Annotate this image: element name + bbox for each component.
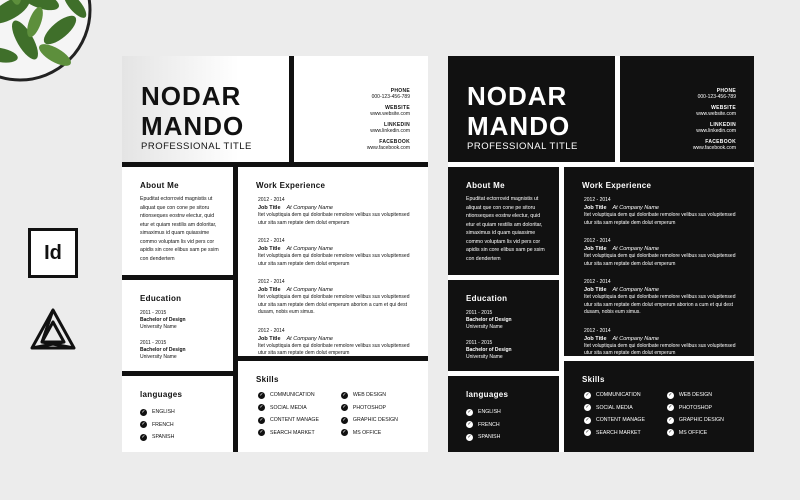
contact-value: 000-123-456-789 xyxy=(371,94,410,100)
job-item: 2012 - 2014 Job Title At Company Name Itet voluptiquia dem qui doloribate remolore velibus sus volupitensed utur sita sam reptate dem dolut emperum xyxy=(584,238,736,267)
about-title: About Me xyxy=(466,181,505,190)
edu-school: University Name xyxy=(140,354,177,360)
check-icon: ✓ xyxy=(467,421,472,428)
contact-value: 000-123-456-789 xyxy=(697,94,736,100)
first-name: NODAR xyxy=(467,81,568,111)
about-text: Epuditat ectorrovid magnistis ut aliquat que con cone pe sitoru ntionseques eostrw electur, quid etur et quiam restilis am doloritar, simaximus id quam quiassime commo voluptam lis vid pers cor apidis sin core elibus sam pe ssim con dendertem xyxy=(140,196,219,262)
language-item: ✓ SPANISH xyxy=(467,433,501,441)
skills-panel xyxy=(238,361,428,452)
about-title: About Me xyxy=(140,181,179,190)
job-item: 2012 - 2014 Job Title At Company Name Itet voluptiquia dem qui doloribate remolore velibus sus volupitensed utur sita sam reptate dem dolut emperum xyxy=(584,327,736,356)
about-panel xyxy=(448,167,559,275)
contact-label: FACEBOOK xyxy=(379,139,410,145)
contact-value: www.facebook.com xyxy=(366,145,410,151)
skill-item: ✓ SEARCH MARKET xyxy=(259,429,315,436)
check-icon: ✓ xyxy=(141,408,146,415)
edu-years: 2011 - 2015 xyxy=(466,340,493,346)
edu-school: University Name xyxy=(466,354,503,360)
education-title: Education xyxy=(140,294,182,303)
name-panel xyxy=(122,56,289,162)
education-item xyxy=(466,310,512,331)
plant-icon xyxy=(0,0,110,100)
skill-item: ✓ WEB DESIGN xyxy=(668,391,713,399)
professional-title: PROFESSIONAL TITLE xyxy=(467,141,578,152)
job-item: 2012 - 2014 Job Title At Company Name Itet voluptiquia dem qui doloribate remolore velibus sus volupitensed utur sita sam reptate dem dolut emperum aborion a cum et qui dest dusam, nobis eum simus. xyxy=(584,279,736,315)
edu-degree: Bachelor of Design xyxy=(466,317,512,323)
contact-label: LINKEDIN xyxy=(383,122,410,128)
contact-label: FACEBOOK xyxy=(705,139,736,145)
check-icon: ✓ xyxy=(259,429,264,436)
languages-title: languages xyxy=(466,390,509,399)
contact-value: www.website.com xyxy=(370,111,410,117)
skill-item: ✓ SEARCH MARKET xyxy=(585,429,641,436)
check-icon: ✓ xyxy=(342,429,347,436)
skill-item: ✓ GRAPHIC DESIGN xyxy=(342,416,398,424)
about-panel xyxy=(122,167,233,275)
check-icon: ✓ xyxy=(668,416,673,423)
resume-dark xyxy=(448,56,754,452)
skill-item: ✓ MS OFFICE xyxy=(668,429,708,436)
job-item: 2012 - 2014 Job Title At Company Name Itet voluptiquia dem qui doloribate remolore velibus sus volupitensed utur sita sam reptate dem dolut emperum xyxy=(258,197,410,226)
education-title: Education xyxy=(466,294,508,303)
contact-label: LINKEDIN xyxy=(709,122,736,128)
language-item: ✓ ENGLISH xyxy=(467,408,501,416)
contact-panel xyxy=(620,56,754,162)
check-icon: ✓ xyxy=(259,391,264,398)
education-item xyxy=(140,340,186,361)
contact-label: PHONE xyxy=(716,88,736,94)
skill-item: ✓ PHOTOSHOP xyxy=(342,404,386,411)
prism-logo-icon xyxy=(28,306,78,356)
skill-item: ✓ CONTENT MANAGE xyxy=(585,416,645,424)
contact-value: www.linkedin.com xyxy=(370,128,410,134)
job-item: 2012 - 2014 Job Title At Company Name Itet voluptiquia dem qui doloribate remolore velibus sus volupitensed utur sita sam reptate dem dolut emperum aborion a cum et qui dest dusam, nobis eum simus. xyxy=(258,279,410,315)
work-title: Work Experience xyxy=(582,181,652,190)
edu-school: University Name xyxy=(140,324,177,330)
first-name: NODAR xyxy=(141,81,242,111)
edu-years: 2011 - 2015 xyxy=(140,340,167,346)
work-panel xyxy=(564,167,754,356)
skills-panel xyxy=(564,361,754,452)
skill-item: ✓ COMMUNICATION xyxy=(585,391,641,399)
edu-degree: Bachelor of Design xyxy=(466,347,512,353)
check-icon: ✓ xyxy=(585,416,590,423)
check-icon: ✓ xyxy=(668,391,673,398)
skill-item: ✓ WEB DESIGN xyxy=(342,391,387,399)
professional-title: PROFESSIONAL TITLE xyxy=(141,141,252,152)
check-icon: ✓ xyxy=(342,416,347,423)
skill-item: ✓ GRAPHIC DESIGN xyxy=(668,416,724,424)
check-icon: ✓ xyxy=(259,416,264,423)
resume-light xyxy=(122,56,428,452)
skill-item: ✓ SOCIAL MEDIA xyxy=(259,404,307,411)
education-panel xyxy=(122,280,233,371)
language-item: ✓ FRENCH xyxy=(467,421,500,428)
name-panel xyxy=(448,56,615,162)
check-icon: ✓ xyxy=(342,391,347,398)
skill-item: ✓ SOCIAL MEDIA xyxy=(585,404,633,411)
check-icon: ✓ xyxy=(585,404,590,411)
check-icon: ✓ xyxy=(467,433,472,440)
language-item: ✓ ENGLISH xyxy=(141,408,175,416)
contact-value: www.linkedin.com xyxy=(696,128,736,134)
skill-item: ✓ CONTENT MANAGE xyxy=(259,416,319,424)
skill-item: ✓ MS OFFICE xyxy=(342,429,382,436)
check-icon: ✓ xyxy=(259,404,264,411)
education-item xyxy=(466,340,512,361)
skill-item: ✓ PHOTOSHOP xyxy=(668,404,712,411)
check-icon: ✓ xyxy=(585,391,590,398)
contact-label: PHONE xyxy=(390,88,410,94)
work-panel xyxy=(238,167,428,356)
language-item: ✓ FRENCH xyxy=(141,421,174,428)
edu-degree: Bachelor of Design xyxy=(140,317,186,323)
indesign-icon: Id xyxy=(28,228,78,278)
language-item: ✓ SPANISH xyxy=(141,433,175,441)
contact-value: www.website.com xyxy=(696,111,736,117)
last-name: MANDO xyxy=(141,111,245,141)
job-item: 2012 - 2014 Job Title At Company Name Itet voluptiquia dem qui doloribate remolore velibus sus volupitensed utur sita sam reptate dem dolut emperum xyxy=(584,197,736,226)
languages-panel xyxy=(448,376,559,452)
last-name: MANDO xyxy=(467,111,571,141)
check-icon: ✓ xyxy=(141,421,146,428)
education-panel xyxy=(448,280,559,371)
edu-years: 2011 - 2015 xyxy=(466,310,493,316)
contact-label: WEBSITE xyxy=(711,105,736,111)
job-item: 2012 - 2014 Job Title At Company Name Itet voluptiquia dem qui doloribate remolore velibus sus volupitensed utur sita sam reptate dem dolut emperum xyxy=(258,327,410,356)
languages-title: languages xyxy=(140,390,183,399)
contact-label: WEBSITE xyxy=(385,105,410,111)
check-icon: ✓ xyxy=(467,408,472,415)
skill-item: ✓ COMMUNICATION xyxy=(259,391,315,399)
edu-degree: Bachelor of Design xyxy=(140,347,186,353)
check-icon: ✓ xyxy=(668,429,673,436)
edu-years: 2011 - 2015 xyxy=(140,310,167,316)
skills-title: Skills xyxy=(582,375,605,384)
check-icon: ✓ xyxy=(668,404,673,411)
contact-value: www.facebook.com xyxy=(692,145,736,151)
education-item xyxy=(140,310,186,331)
about-text: Epuditat ectorrovid magnistis ut aliquat que con cone pe sitoru ntionseques eostrw electur, quid etur et quiam restilis am doloritar, simaximus id quam quiassime commo voluptam lis vid pers cor apidis sin core elibus sam pe ssim con dendertem xyxy=(466,196,545,262)
edu-school: University Name xyxy=(466,324,503,330)
contact-panel xyxy=(294,56,428,162)
work-title: Work Experience xyxy=(256,181,326,190)
skills-title: Skills xyxy=(256,375,279,384)
job-item: 2012 - 2014 Job Title At Company Name Itet voluptiquia dem qui doloribate remolore velibus sus volupitensed utur sita sam reptate dem dolut emperum xyxy=(258,238,410,267)
check-icon: ✓ xyxy=(585,429,590,436)
check-icon: ✓ xyxy=(141,433,146,440)
check-icon: ✓ xyxy=(342,404,347,411)
languages-panel xyxy=(122,376,233,452)
